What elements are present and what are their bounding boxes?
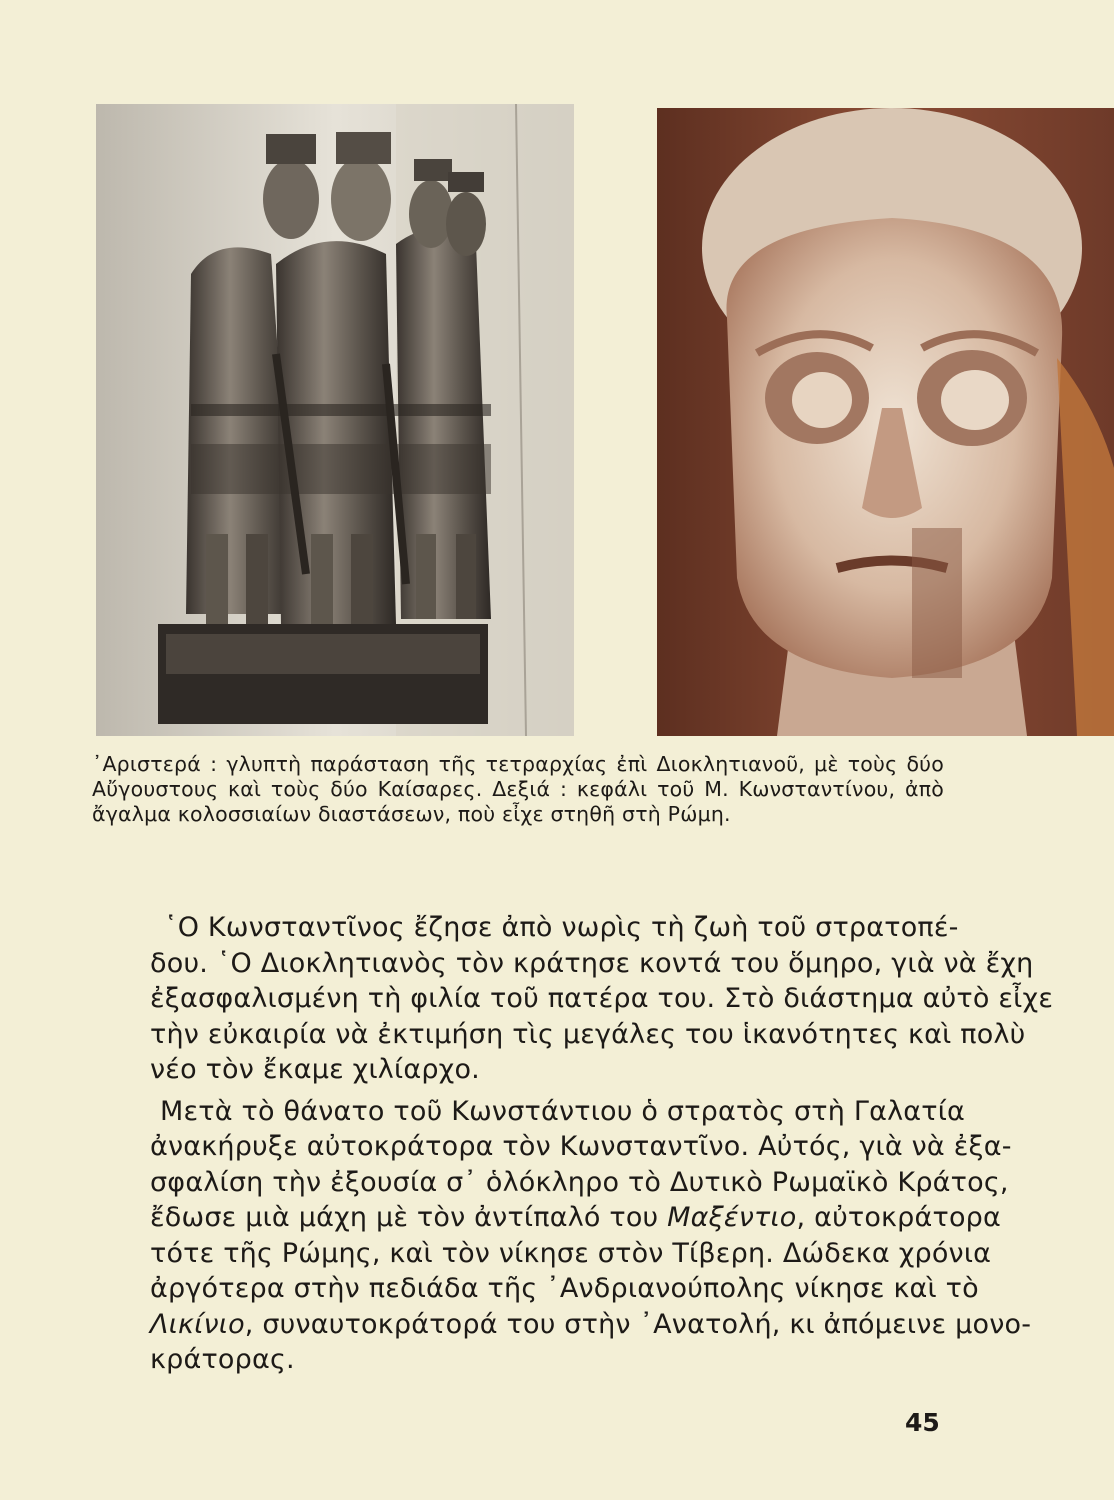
figure-caption (92, 752, 944, 827)
main-text (150, 910, 1054, 1378)
text-line: ῾Ο Κωνσταντῖνος ἔζησε ἀπὸ νωρὶς τὴ ζωὴ τοῦ στρατοπέ- (164, 912, 959, 943)
paragraph-1 (150, 910, 1054, 1088)
text-fragment: , συναυτοκράτορά του στὴν ᾿Ανατολή, κι ἀπόμεινε μονο- (244, 1308, 1032, 1340)
constantine-head-photo (657, 108, 1114, 736)
text-line: ἀνακήρυξε αὐτοκράτορα τὸν Κωνσταντῖνο. Αὐτός, γιὰ νὰ ἐξα- (150, 1131, 1012, 1162)
page-number: 45 (905, 1408, 940, 1437)
name-licinius: Λικίνιο (150, 1308, 245, 1340)
text-line: ἀργότερα στὴν πεδιάδα τῆς ᾿Ανδριανούπολης νίκησε καὶ τὸ (150, 1273, 979, 1304)
text-line: ἐξασφαλισμένη τὴ φιλία τοῦ πατέρα του. Στὸ διάστημα αὐτὸ εἶχε (150, 983, 1054, 1014)
text-line: κράτορας. (150, 1344, 295, 1375)
text-line: τὴν εὐκαιρία νὰ ἐκτιμήση τὶς μεγάλες του ἱκανότητες καὶ πολὺ (150, 1018, 1026, 1050)
text-line: σφαλίση τὴν ἐξουσία σ᾿ ὁλόκληρο τὸ Δυτικὸ Ρωμαϊκὸ Κράτος, (150, 1166, 1009, 1198)
caption-line: ἄγαλμα κολοσσιαίων διαστάσεων, ποὺ εἶχε στηθῆ στὴ Ρώμη. (92, 802, 731, 826)
text-line: τότε τῆς Ρώμης, καὶ τὸν νίκησε στὸν Τίβερη. Δώδεκα χρόνια (150, 1237, 992, 1269)
text-fragment: , αὐτοκράτορα (796, 1202, 1002, 1233)
tetrarchy-sculpture-photo (96, 104, 574, 736)
text-line: δου. ῾Ο Διοκλητιανὸς τὸν κράτησε κοντά του ὅμηρο, γιὰ νὰ ἔχη (150, 947, 1034, 979)
caption-line: Αὔγουστους καὶ τοὺς δύο Καίσαρες. Δεξιά : κεφάλι τοῦ Μ. Κωνσταντίνου, ἀπὸ (92, 777, 944, 801)
tetrarchy-sculpture-image (96, 104, 574, 736)
text-line (150, 1307, 1032, 1343)
text-line (150, 1200, 1002, 1236)
constantine-head-image (657, 108, 1114, 736)
text-fragment: ἔδωσε μιὰ μάχη μὲ τὸν ἀντίπαλό του (150, 1202, 668, 1233)
caption-line: ᾿Αριστερά : γλυπτὴ παράσταση τῆς τετραρχίας ἐπὶ Διοκλητιανοῦ, μὲ τοὺς δύο (92, 752, 944, 776)
text-line: νέο τὸν ἔκαμε χιλίαρχο. (150, 1054, 480, 1085)
text-line: Μετὰ τὸ θάνατο τοῦ Κωνστάντιου ὁ στρατὸς στὴ Γαλατία (160, 1095, 966, 1127)
name-maxentius: Μαξέντιο (667, 1202, 797, 1233)
paragraph-2 (150, 1094, 1032, 1378)
